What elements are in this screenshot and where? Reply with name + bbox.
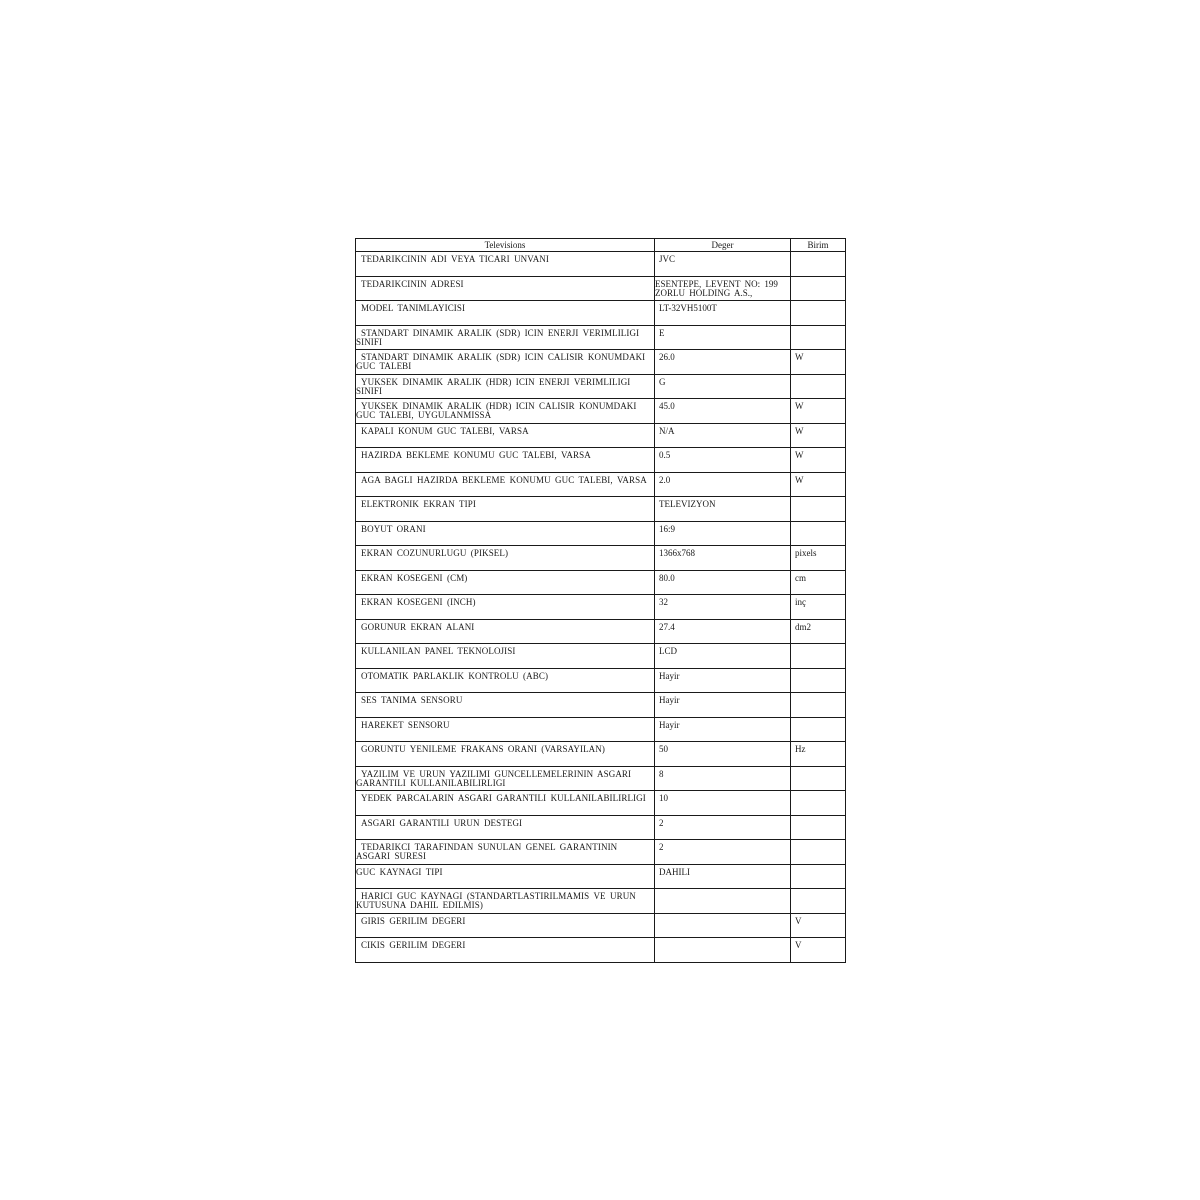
row-name: GUC KAYNAGI TIPI — [356, 866, 443, 877]
row-value: 26.0 — [659, 352, 675, 362]
table-row — [356, 252, 846, 277]
row-name-cell — [356, 693, 655, 718]
row-unit: W — [795, 352, 804, 362]
row-value-cell — [655, 276, 791, 301]
row-value: Hayir — [659, 719, 680, 730]
row-unit-cell — [791, 693, 846, 718]
header-unit: Birim — [791, 239, 846, 252]
row-value-cell — [655, 938, 791, 963]
row-value-cell — [655, 301, 791, 326]
row-value-cell — [655, 864, 791, 889]
row-name-cell — [356, 791, 655, 816]
row-name-cell — [356, 938, 655, 963]
row-value-cell — [655, 448, 791, 473]
row-unit: W — [795, 450, 804, 460]
row-name-cell — [356, 864, 655, 889]
row-value-cell — [655, 766, 791, 791]
table-row — [356, 668, 846, 693]
row-name: STANDART DINAMIK ARALIK (SDR) ICIN CALISIR KONUMDAKI GUC TALEBI — [356, 352, 646, 371]
row-name: OTOMATIK PARLAKLIK KONTROLU (ABC) — [361, 670, 549, 681]
row-name: SES TANIMA SENSORU — [361, 695, 463, 705]
row-value: 8 — [659, 768, 664, 779]
row-name: MODEL TANIMLAYICISI — [361, 303, 466, 313]
header-value: Deger — [655, 239, 791, 252]
row-unit-cell — [791, 913, 846, 938]
table-row — [356, 521, 846, 546]
row-name-cell — [356, 668, 655, 693]
row-unit — [791, 497, 845, 500]
table-row — [356, 472, 846, 497]
row-value-cell — [655, 644, 791, 669]
row-value-cell — [655, 252, 791, 277]
row-name-cell — [356, 399, 655, 424]
row-unit-cell — [791, 546, 846, 571]
row-unit-cell — [791, 276, 846, 301]
row-name: GORUNTU YENILEME FRAKANS ORANI (VARSAYILAN) — [361, 744, 605, 754]
row-unit-cell — [791, 350, 846, 375]
row-unit-cell — [791, 644, 846, 669]
row-name: ASGARI GARANTILI URUN DESTEGI — [361, 817, 523, 828]
row-name-cell — [356, 448, 655, 473]
row-name: STANDART DINAMIK ARALIK (SDR) ICIN ENERJI VERIMLILIGI SINIFI — [356, 327, 640, 347]
row-unit — [791, 252, 845, 255]
row-value-cell — [655, 595, 791, 620]
row-value: 2 — [659, 817, 664, 828]
row-unit — [791, 889, 845, 892]
row-value — [655, 889, 790, 892]
row-value-cell — [655, 423, 791, 448]
row-unit-cell — [791, 717, 846, 742]
row-unit-cell — [791, 742, 846, 767]
row-name: BOYUT ORANI — [361, 523, 426, 534]
row-value — [655, 914, 790, 917]
row-unit — [791, 718, 845, 721]
row-value-cell — [655, 350, 791, 375]
row-unit-cell — [791, 448, 846, 473]
row-unit: W — [795, 401, 804, 411]
row-value: 50 — [659, 744, 668, 754]
row-name-cell — [356, 595, 655, 620]
row-name: EKRAN KOSEGENI (CM) — [361, 572, 468, 583]
row-value: DAHILI — [659, 866, 690, 877]
row-name: GORUNUR EKRAN ALANI — [361, 621, 475, 632]
product-info-sheet — [355, 238, 845, 963]
table-row — [356, 644, 846, 669]
row-unit: W — [795, 425, 804, 436]
row-unit — [791, 816, 845, 819]
row-value — [655, 938, 790, 941]
row-value: Hayir — [659, 670, 680, 681]
row-unit — [791, 791, 845, 794]
row-value-cell — [655, 889, 791, 914]
row-value-cell — [655, 374, 791, 399]
row-unit — [791, 644, 845, 647]
row-name-cell — [356, 766, 655, 791]
row-value: 0.5 — [659, 450, 671, 460]
row-name-cell — [356, 423, 655, 448]
row-unit-cell — [791, 472, 846, 497]
row-unit — [791, 865, 845, 868]
row-name: YUKSEK DINAMIK ARALIK (HDR) ICIN ENERJI VERIMLILIGI SINIFI — [356, 376, 631, 396]
row-unit-cell — [791, 497, 846, 522]
row-name-cell — [356, 497, 655, 522]
row-value: LCD — [659, 646, 677, 656]
row-name: KULLANILAN PANEL TEKNOLOJISI — [361, 646, 516, 656]
row-value-cell — [655, 546, 791, 571]
row-name: EKRAN KOSEGENI (INCH) — [361, 597, 476, 607]
row-unit — [791, 767, 845, 770]
row-name: ELEKTRONIK EKRAN TIPI — [361, 499, 476, 509]
row-value: 2 — [659, 842, 664, 852]
table-row — [356, 570, 846, 595]
row-value-cell — [655, 668, 791, 693]
row-unit: Hz — [795, 744, 806, 754]
row-value-cell — [655, 521, 791, 546]
row-value-cell — [655, 791, 791, 816]
row-unit — [791, 301, 845, 304]
row-name: KAPALI KONUM GUC TALEBI, VARSA — [361, 425, 529, 436]
row-name-cell — [356, 913, 655, 938]
row-value: 27.4 — [659, 621, 675, 632]
row-name: TEDARIKCININ ADI VEYA TICARI UNVANI — [361, 254, 549, 264]
row-value: 10 — [659, 793, 668, 803]
row-name-cell — [356, 619, 655, 644]
row-unit: W — [795, 474, 804, 485]
table-body — [356, 252, 846, 963]
row-unit-cell — [791, 889, 846, 914]
row-value: G — [659, 376, 666, 387]
row-name: HARICI GUC KAYNAGI (STANDARTLASTIRILMAMIS VE URUN KUTUSUNA DAHIL EDILMIS) — [356, 891, 636, 910]
row-name-cell — [356, 472, 655, 497]
row-value: 2.0 — [659, 474, 671, 485]
row-value-cell — [655, 840, 791, 865]
table-row — [356, 913, 846, 938]
row-name-cell — [356, 301, 655, 326]
row-name: TEDARIKCI TARAFINDAN SUNULAN GENEL GARANTININ ASGARI SURESI — [356, 842, 618, 861]
row-value: 32 — [659, 597, 668, 607]
row-name: HAZIRDA BEKLEME KONUMU GUC TALEBI, VARSA — [361, 450, 591, 460]
row-value: E — [659, 327, 665, 338]
row-unit — [791, 522, 845, 525]
row-unit-cell — [791, 668, 846, 693]
table-row — [356, 619, 846, 644]
header-name: Televisions — [356, 239, 655, 252]
table-row — [356, 448, 846, 473]
row-value: 45.0 — [659, 401, 675, 411]
table-row — [356, 374, 846, 399]
table-row — [356, 423, 846, 448]
table-row — [356, 546, 846, 571]
table-row — [356, 815, 846, 840]
table-row — [356, 717, 846, 742]
table-row — [356, 399, 846, 424]
row-unit-cell — [791, 815, 846, 840]
row-value: TELEVIZYON — [659, 499, 716, 509]
row-value-cell — [655, 497, 791, 522]
row-unit: V — [795, 915, 802, 926]
row-unit-cell — [791, 595, 846, 620]
row-unit-cell — [791, 840, 846, 865]
row-name-cell — [356, 889, 655, 914]
row-name-cell — [356, 840, 655, 865]
table-row — [356, 595, 846, 620]
row-unit-cell — [791, 864, 846, 889]
row-unit-cell — [791, 252, 846, 277]
row-value: N/A — [659, 425, 675, 436]
table-row — [356, 938, 846, 963]
row-name: YUKSEK DINAMIK ARALIK (HDR) ICIN CALISIR KONUMDAKI GUC TALEBI, UYGULANMISSA — [356, 401, 637, 420]
row-name-cell — [356, 815, 655, 840]
row-value-cell — [655, 742, 791, 767]
table-row — [356, 325, 846, 350]
row-unit — [791, 326, 845, 329]
row-value-cell — [655, 399, 791, 424]
row-name: CIKIS GERILIM DEGERI — [361, 940, 466, 950]
row-unit-cell — [791, 570, 846, 595]
row-unit: pixels — [795, 548, 817, 558]
row-name-cell — [356, 570, 655, 595]
row-unit — [791, 669, 845, 672]
row-unit — [791, 277, 845, 280]
table-row — [356, 889, 846, 914]
row-value: ESENTEPE, LEVENT NO: 199 ZORLU HOLDING A.S., — [655, 278, 778, 298]
table-row — [356, 791, 846, 816]
table-row — [356, 350, 846, 375]
row-unit: V — [795, 940, 802, 950]
row-name: TEDARIKCININ ADRESI — [361, 278, 464, 289]
row-value: 1366x768 — [659, 548, 695, 558]
row-unit-cell — [791, 423, 846, 448]
row-name-cell — [356, 546, 655, 571]
row-name: AGA BAGLI HAZIRDA BEKLEME KONUMU GUC TALEBI, VARSA — [361, 474, 647, 485]
row-value-cell — [655, 913, 791, 938]
row-unit-cell — [791, 325, 846, 350]
row-unit-cell — [791, 791, 846, 816]
row-value-cell — [655, 717, 791, 742]
row-value-cell — [655, 693, 791, 718]
row-name: YEDEK PARCALARIN ASGARI GARANTILI KULLANILABILIRLIGI — [361, 793, 646, 803]
row-value-cell — [655, 570, 791, 595]
row-unit: cm — [795, 572, 806, 583]
table-row — [356, 497, 846, 522]
row-unit: inç — [795, 597, 806, 607]
row-value-cell — [655, 472, 791, 497]
table-row — [356, 766, 846, 791]
row-unit-cell — [791, 374, 846, 399]
row-value: 16:9 — [659, 523, 676, 534]
row-unit-cell — [791, 766, 846, 791]
row-name-cell — [356, 350, 655, 375]
row-unit — [791, 840, 845, 843]
table-row — [356, 301, 846, 326]
row-value: LT-32VH5100T — [659, 303, 717, 313]
table-row — [356, 840, 846, 865]
table-row — [356, 864, 846, 889]
row-value-cell — [655, 815, 791, 840]
row-unit-cell — [791, 399, 846, 424]
row-value: JVC — [659, 254, 676, 264]
row-name-cell — [356, 374, 655, 399]
row-name-cell — [356, 252, 655, 277]
row-value: Hayir — [659, 695, 680, 705]
product-info-table — [355, 238, 846, 963]
row-unit-cell — [791, 301, 846, 326]
table-row — [356, 742, 846, 767]
row-name-cell — [356, 717, 655, 742]
row-name-cell — [356, 644, 655, 669]
row-name-cell — [356, 742, 655, 767]
row-name: GIRIS GERILIM DEGERI — [361, 915, 466, 926]
row-unit — [791, 375, 845, 378]
row-unit — [791, 693, 845, 696]
table-row — [356, 693, 846, 718]
row-name: EKRAN COZUNURLUGU (PIKSEL) — [361, 548, 509, 558]
row-unit-cell — [791, 521, 846, 546]
row-name-cell — [356, 276, 655, 301]
row-name-cell — [356, 521, 655, 546]
row-value-cell — [655, 325, 791, 350]
table-header-row — [356, 239, 846, 252]
row-value: 80.0 — [659, 572, 675, 583]
row-name: YAZILIM VE URUN YAZILIMI GUNCELLEMELERININ ASGARI GARANTILI KULLANILABILIRLIGI — [356, 768, 632, 788]
row-unit-cell — [791, 619, 846, 644]
row-value-cell — [655, 619, 791, 644]
table-row — [356, 276, 846, 301]
row-unit: dm2 — [795, 621, 812, 632]
row-name-cell — [356, 325, 655, 350]
row-unit-cell — [791, 938, 846, 963]
row-name: HAREKET SENSORU — [361, 719, 450, 730]
